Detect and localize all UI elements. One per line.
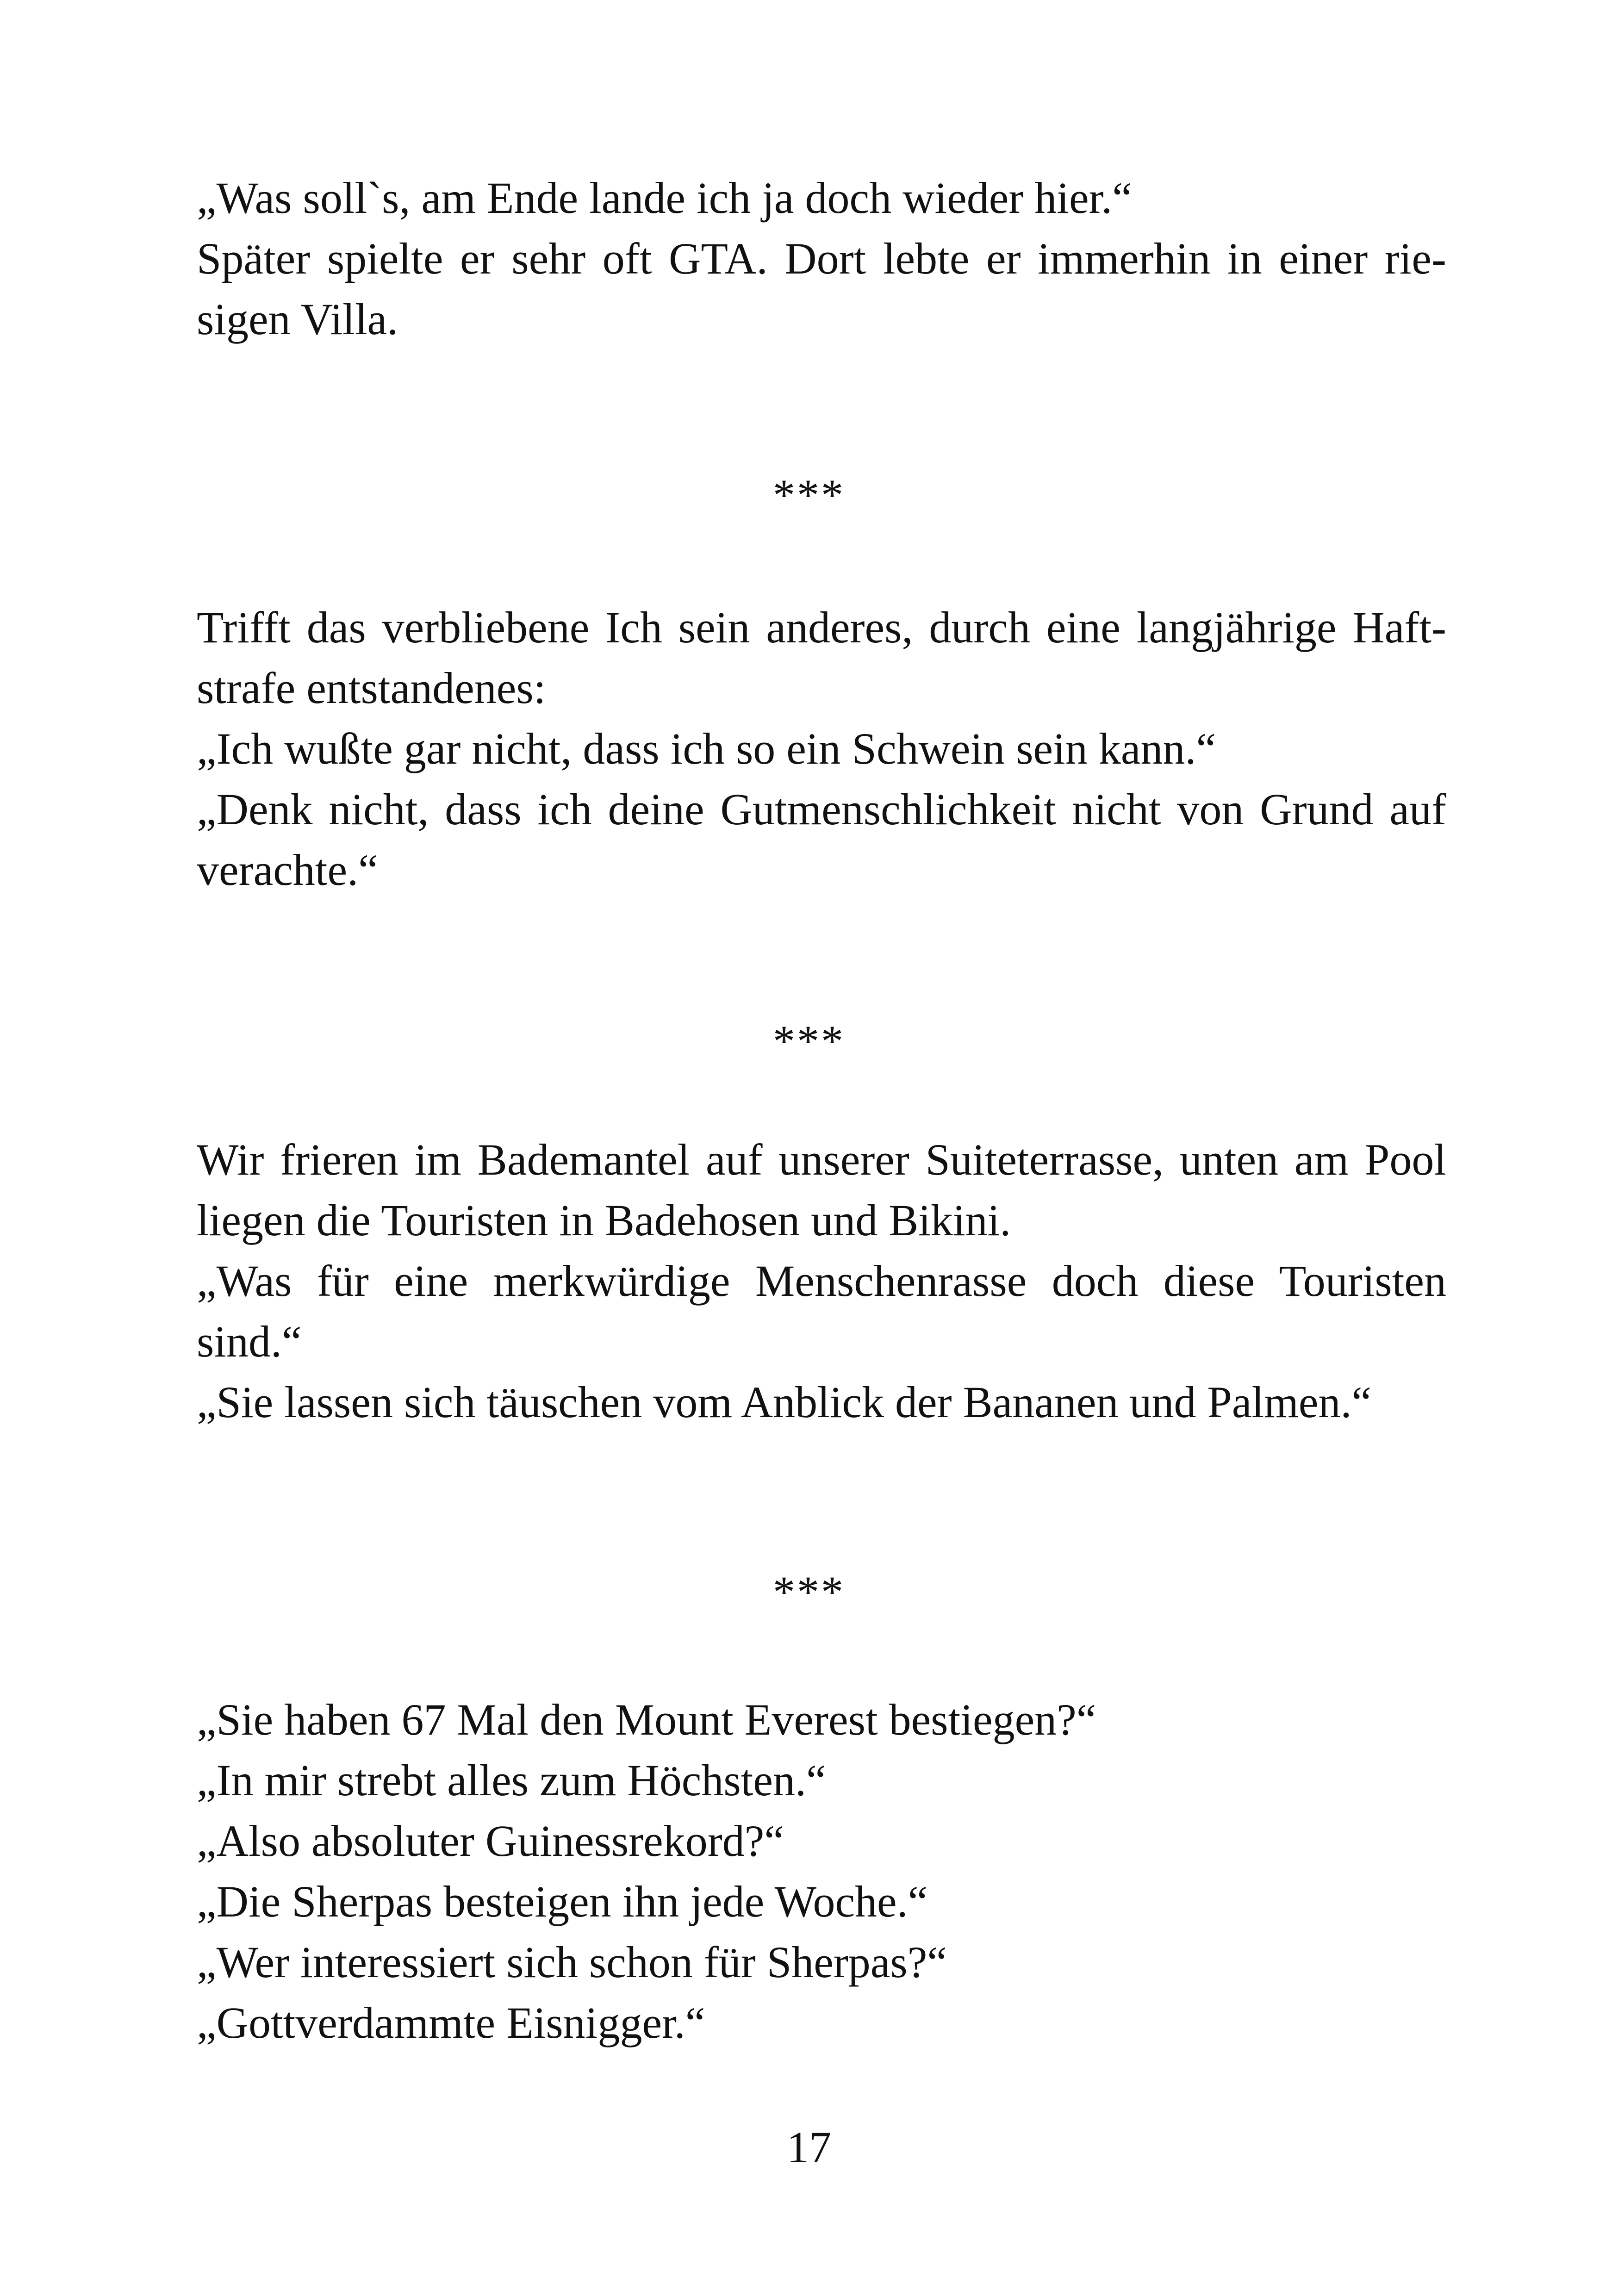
text-line: „Wer interessiert sich schon für Sherpas?“ (197, 1937, 947, 1987)
text-line: „Was soll`s, am Ende lande ich ja doch wieder hier.“ (197, 173, 1132, 223)
text-line: verachte.“ (197, 845, 378, 895)
text-line: „Also absoluter Guinessrekord?“ (197, 1816, 784, 1866)
text-line: sind.“ (197, 1317, 302, 1366)
text-line: strafe entstandenes: (197, 663, 546, 713)
paragraph-block-2 (197, 597, 1446, 900)
text-line: Später spielte er sehr oft GTA. Dort lebte er immerhin in einer rie- (197, 234, 1446, 283)
text-line: „Die Sherpas besteigen ihn jede Woche.“ (197, 1877, 928, 1926)
text-line: „Gottverdammte Eisnigger.“ (197, 1998, 705, 2047)
section-separator: *** (773, 1016, 845, 1066)
text-line: Wir frieren im Bademantel auf unserer Suiteterrasse, unten am Pool (197, 1135, 1446, 1184)
text-line: „In mir strebt alles zum Höchsten.“ (197, 1755, 826, 1805)
text-line: liegen die Touristen in Badehosen und Bikini. (197, 1195, 1011, 1245)
paragraph-block-1 (197, 168, 1446, 349)
text-line: „Ich wußte gar nicht, dass ich so ein Schwein sein kann.“ (197, 724, 1216, 773)
text-line: Trifft das verbliebene Ich sein anderes, durch eine langjährige Haft- (197, 603, 1446, 652)
paragraph-block-4 (197, 1689, 1446, 2053)
paragraph-block-3 (197, 1129, 1446, 1432)
section-separator: *** (773, 470, 845, 520)
section-separator: *** (773, 1567, 845, 1617)
text-line: „Sie haben 67 Mal den Mount Everest bestiegen?“ (197, 1695, 1096, 1744)
text-line: „Sie lassen sich täuschen vom Anblick der Bananen und Palmen.“ (197, 1377, 1372, 1427)
text-line: „Denk nicht, dass ich deine Gutmenschlichkeit nicht von Grund auf (197, 784, 1446, 834)
text-line: „Was für eine merkwürdige Menschenrasse doch diese Touristen (197, 1256, 1446, 1306)
text-line: sigen Villa. (197, 294, 398, 344)
page-number: 17 (787, 2122, 831, 2172)
